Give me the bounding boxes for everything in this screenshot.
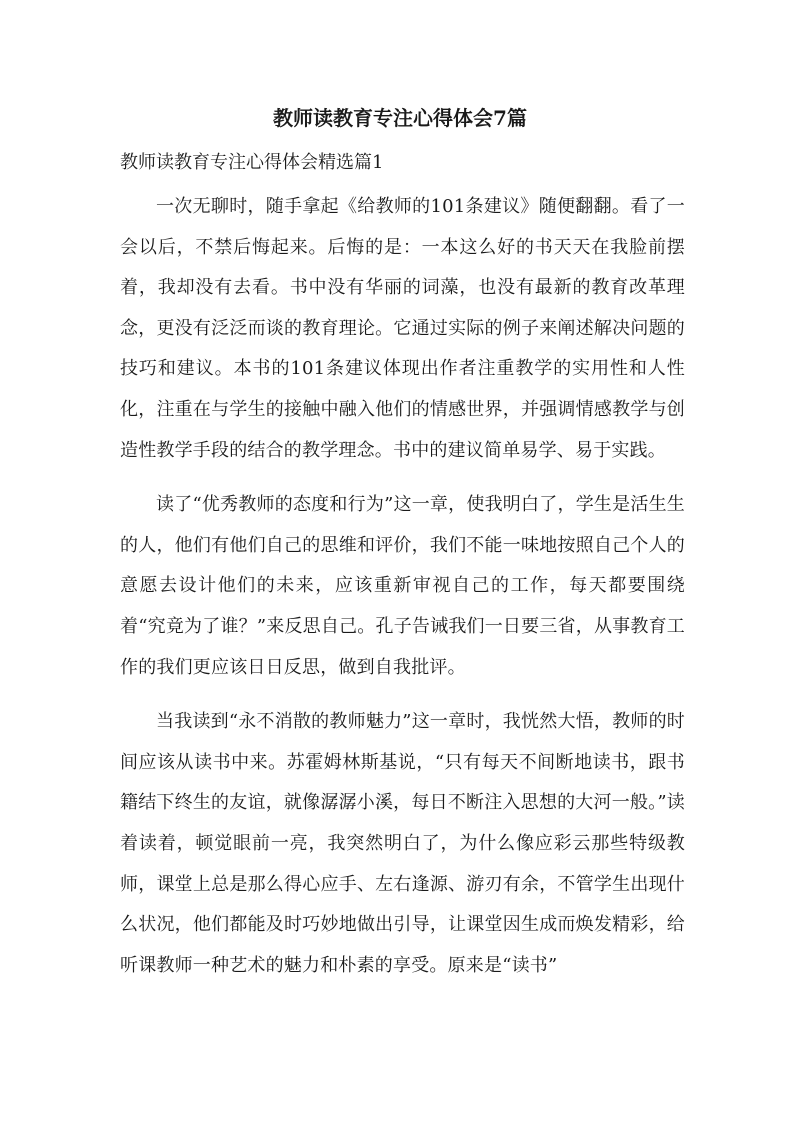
paragraph-3: 当我读到“永不消散的教师魅力”这一章时，我恍然大悟，教师的时间应该从读书中来。苏霍姆林斯基说，“只有每天不间断地读书，跟书籍结下终生的友谊，就像潺潺小溪，每日不断注入思想的大河一般。”读着读着，顿觉眼前一亮，我突然明白了，为什么像应彩云那些特级教师，课堂上总是那么得心应手、左右逢源、游刃有余，不管学生出现什么状况，他们都能及时巧妙地做出引导，让课堂因生成而焕发精彩，给听课教师一种艺术的魅力和朴素的享受。原来是“读书”: [120, 711, 685, 976]
document-body: [120, 187, 685, 1000]
document-title: 教师读教育专注心得体会7篇: [273, 106, 527, 130]
section-subtitle: 教师读教育专注心得体会精选篇1: [120, 152, 384, 173]
paragraph-1: 一次无聊时，随手拿起《给教师的101条建议》随便翻翻。看了一会以后，不禁后悔起来。后悔的是：一本这么好的书天天在我脸前摆着，我却没有去看。书中没有华丽的词藻，也没有最新的教育改革理念，更没有泛泛而谈的教育理论。它通过实际的例子来阐述解决问题的技巧和建议。本书的101条建议体现出作者注重教学的实用性和人性化，注重在与学生的接触中融入他们的情感世界，并强调情感教学与创造性教学手段的结合的教学理念。书中的建议简单易学、易于实践。: [120, 196, 685, 461]
paragraph-2: 读了“优秀教师的态度和行为”这一章，使我明白了，学生是活生生的人，他们有他们自己的思维和评价，我们不能一味地按照自己个人的意愿去设计他们的未来，应该重新审视自己的工作，每天都要围绕着“究竟为了谁？”来反思自己。孔子告诫我们一日要三省，从事教育工作的我们更应该日日反思，做到自我批评。: [120, 494, 685, 678]
